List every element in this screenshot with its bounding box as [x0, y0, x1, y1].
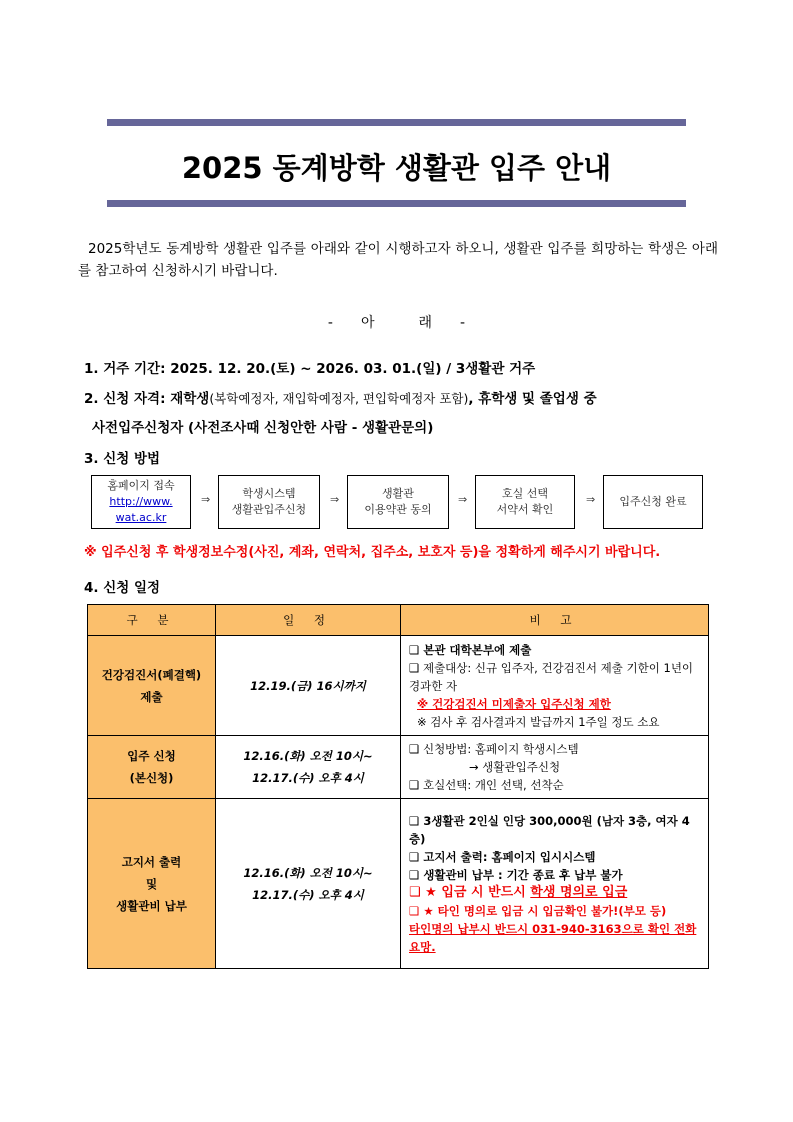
arae-a: 아 — [360, 315, 375, 331]
arae-rae: 래 — [418, 315, 433, 331]
qualification-main: 재학생 — [170, 391, 210, 407]
row2-note2: → 생활관입주신청 — [469, 760, 561, 774]
flow-step1-label: 홈페이지 접속 — [107, 479, 175, 492]
header-schedule: 일 정 — [216, 605, 401, 636]
row1-remarks — [401, 636, 709, 736]
header-category: 구 분 — [88, 605, 216, 636]
row3-note3: ❑ 생활관비 납부 : 기간 종료 후 납부 불가 — [409, 867, 623, 882]
schedule-table — [87, 604, 709, 969]
row3-note4-prefix: ❑ ★ 입금 시 반드시 — [409, 884, 531, 900]
row3-cat-line2: 및 — [145, 876, 158, 891]
qualification-line2: 사전입주신청자 (사전조사때 신청안한 사람 - 생활관문의) — [92, 420, 434, 436]
qualification-label: 2. 신청 자격: — [84, 391, 166, 407]
row3-note4-emphasis: 학생 명의로 입금 — [530, 884, 628, 900]
row3-remarks — [401, 799, 709, 969]
arae-dash-right: - — [460, 315, 466, 331]
arae-dash-left: - — [327, 315, 333, 331]
flow-step5-label: 입주신청 완료 — [619, 495, 687, 508]
table-row — [88, 799, 709, 969]
row3-cat-line1: 고지서 출력 — [121, 854, 182, 869]
row3-note4 — [409, 884, 702, 902]
flow-step-terms — [347, 475, 449, 529]
info-update-warning: ※ 입주신청 후 학생정보수정(사진, 계좌, 연락처, 집주소, 보호자 등)을 정확하게 해주시기 바랍니다. — [84, 545, 661, 560]
row2-note3: ❑ 호실선택: 개인 선택, 선착순 — [409, 778, 564, 792]
flow-arrow-icon: ⇒ — [458, 493, 468, 506]
table-row — [88, 736, 709, 799]
flow-arrow-icon: ⇒ — [586, 493, 596, 506]
row2-date-line2: 12.17.(수) 오후 4시 — [252, 771, 364, 785]
row1-note3: ※ 건강검진서 미제출자 입주신청 제한 — [417, 696, 611, 711]
flow-step3-line1: 생활관 — [382, 487, 414, 500]
row3-cat-line3: 생활관비 납부 — [116, 898, 187, 913]
row2-date-line1: 12.16.(화) 오전 10시~ — [243, 749, 373, 763]
period-item — [84, 357, 535, 377]
row2-cat-line1: 입주 신청 — [127, 749, 176, 763]
qualification-item — [84, 387, 597, 407]
row3-category — [88, 799, 216, 969]
row1-cat-line1: 건강검진서(폐결핵) — [101, 667, 202, 682]
header-remarks: 비 고 — [401, 605, 709, 636]
row2-date — [216, 736, 401, 799]
homepage-link[interactable]: http://www. — [109, 495, 173, 508]
period-label: 1. 거주 기간: — [84, 361, 166, 377]
flow-step-homepage — [91, 475, 191, 529]
period-value: 2025. 12. 20.(토) ~ 2026. 03. 01.(일) / 3생활관 거주 — [170, 361, 536, 377]
schedule-heading: 4. 신청 일정 — [84, 580, 161, 596]
title-bottom-bar — [107, 200, 686, 207]
flow-step4-line2: 서약서 확인 — [496, 503, 554, 516]
row3-note6: 타인명의 납부시 반드시 031-940-3163으로 확인 전화 요망. — [409, 921, 697, 954]
row3-note2: ❑ 고지서 출력: 홈페이지 입시시스템 — [409, 849, 596, 864]
flow-step3-line2: 이용약관 동의 — [364, 503, 432, 516]
row2-cat-line2: (본신청) — [129, 771, 174, 785]
table-row — [88, 636, 709, 736]
row1-category — [88, 636, 216, 736]
row2-note1: ❑ 신청방법: 홈페이지 학생시스템 — [409, 742, 579, 756]
table-header-row — [88, 605, 709, 636]
row1-note2: ❑ 제출대상: 신규 입주자, 건강검진서 제출 기한이 1년이 경과한 자 — [409, 660, 694, 693]
row1-note1: ❑ 본관 대학본부에 제출 — [409, 642, 532, 657]
flow-arrow-icon: ⇒ — [201, 493, 211, 506]
arae-heading — [0, 312, 793, 332]
flow-step2-line1: 학생시스템 — [242, 487, 296, 500]
homepage-link-domain[interactable]: wat.ac.kr — [115, 511, 167, 524]
row3-date-line1: 12.16.(화) 오전 10시~ — [243, 865, 373, 880]
title-top-bar — [107, 119, 686, 126]
qualification-paren: (복학예정자, 재입학예정자, 편입학예정자 포함) — [209, 391, 469, 406]
flow-step-room-select — [475, 475, 575, 529]
row2-category — [88, 736, 216, 799]
row1-date: 12.19.(금) 16시까지 — [216, 636, 401, 736]
flow-step2-line2: 생활관입주신청 — [231, 503, 307, 516]
row3-note1: ❑ 3생활관 2인실 인당 300,000원 (남자 3층, 여자 4층) — [409, 813, 690, 846]
application-flow — [91, 475, 703, 531]
method-heading: 3. 신청 방법 — [84, 451, 161, 467]
qualification-rest: , 휴학생 및 졸업생 중 — [468, 391, 597, 407]
page-title: 2025 동계방학 생활관 입주 안내 — [181, 151, 612, 185]
row3-date-line2: 12.17.(수) 오후 4시 — [252, 887, 364, 902]
flow-step4-line1: 호실 선택 — [501, 487, 548, 500]
row1-note4: ※ 검사 후 검사결과지 발급까지 1주일 정도 소요 — [417, 714, 660, 729]
flow-step-student-system — [218, 475, 320, 529]
flow-step-complete — [603, 475, 703, 529]
row3-note5: ❑ ★ 타인 명의로 입금 시 입금확인 불가!(부모 등) — [409, 903, 667, 918]
row1-cat-line2: 제출 — [140, 689, 163, 704]
row3-date — [216, 799, 401, 969]
intro-paragraph: 2025학년도 동계방학 생활관 입주를 아래와 같이 시행하고자 하오니, 생활관 입주를 희망하는 학생은 아래를 참고하여 신청하시기 바랍니다. — [78, 241, 718, 279]
flow-arrow-icon: ⇒ — [330, 493, 340, 506]
row2-remarks — [401, 736, 709, 799]
